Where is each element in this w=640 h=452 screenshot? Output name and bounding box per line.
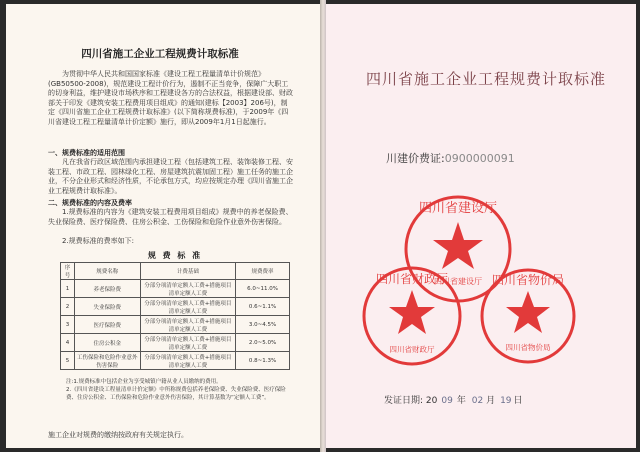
certificate-number: 0900000091 xyxy=(444,152,515,165)
row-no: 3 xyxy=(61,316,75,334)
header-no: 序号 xyxy=(61,263,75,280)
row-no: 2 xyxy=(61,298,75,316)
section2-paragraph-1: 1.规费标准的内容为《建筑安装工程费用项目组成》规费中的养老保险费、失业保险费、医疗保险费、住房公积金、工伤保险和危险作业意外伤害保险。 xyxy=(48,208,293,226)
row-rate: 0.8~1.3% xyxy=(236,352,290,370)
issue-month: 02 xyxy=(471,396,484,406)
row-basis: 分部分项清单定额人工费+措施项目清单定额人工费 xyxy=(140,316,235,334)
seal-finance-dept xyxy=(362,266,462,370)
row-rate: 0.6~1.1% xyxy=(236,298,290,316)
table-notes xyxy=(66,378,296,402)
table-row xyxy=(61,316,290,334)
row-name: 住房公积金 xyxy=(74,334,140,352)
row-basis: 分部分项清单定额人工费+措施项目清单定额人工费 xyxy=(140,280,235,298)
row-basis: 分部分项清单定额人工费+措施项目清单定额人工费 xyxy=(140,298,235,316)
row-no: 4 xyxy=(61,334,75,352)
seal-finance-inner-text: 四川省财政厅 xyxy=(389,345,435,354)
certificate-label: 川建价费证: xyxy=(386,152,445,165)
row-name: 医疗保险费 xyxy=(74,316,140,334)
issue-day: 19 xyxy=(500,396,512,406)
seal-construction-inner-text: 四川省建设厅 xyxy=(434,277,482,286)
row-rate: 2.0~5.0% xyxy=(236,334,290,352)
header-name: 规费名称 xyxy=(74,263,140,280)
row-no: 5 xyxy=(61,352,75,370)
issue-date-line xyxy=(384,393,523,406)
seal-price-bureau xyxy=(480,268,576,368)
intro-paragraph: 为贯彻中华人民共和国国家标准《建设工程工程量清单计价规范》(GB50500-2008)，规范建设工程计价行为，遏制不正当竞争，保障广大职工的切身利益，维护建设市场秩序和工程建设各方的合法权益，根据建设部、财政部关于印发《建筑安装工程费用项目组成》的通知(建标【2003】206号)，制定《四川省施工企业工程规费计取标准》(以下简称规费标准)，于2009年《四川省建设工程工程量清单计价定额》施行，即从2009年1月1日起施行。 xyxy=(48,70,293,126)
row-name: 养老保险费 xyxy=(74,280,140,298)
row-rate: 3.0~4.5% xyxy=(236,316,290,334)
table-row xyxy=(61,280,290,298)
issue-year: 09 xyxy=(441,396,453,406)
row-basis: 分部分项清单定额人工费+措施项目清单定额人工费 xyxy=(140,334,235,352)
issue-year-prefix: 20 xyxy=(425,396,438,406)
seal-price-ring-text: 四川省物价局 xyxy=(491,273,565,287)
row-rate: 6.0~11.0% xyxy=(236,280,290,298)
section1-paragraph: 凡在我省行政区域范围内承担建设工程（包括建筑工程、装饰装修工程、安装工程、市政工程、园林绿化工程、房屋建筑抗震加固工程）施工任务的施工企业，不分企业形式和经济性质，不论承包方式，均应按规定办理《四川省施工企业工程规费计取标准》。 xyxy=(48,158,293,195)
note-2: 2.《四川省建设工程量清单计价定额》中所称规费包括养老保险费、失业保险费、医疗保险费、住房公积金、工伤保险和危险作业意外伤害保险，其计算基数为“定额人工费”。 xyxy=(66,387,286,401)
header-basis: 计费基础 xyxy=(140,263,235,280)
row-no: 1 xyxy=(61,280,75,298)
left-page-title: 四川省施工企业工程规费计取标准 xyxy=(81,48,239,60)
issue-day-unit: 日 xyxy=(513,396,523,406)
closing-line: 施工企业对规费的缴纳按政府有关规定执行。 xyxy=(48,431,188,439)
section2-heading: 二、规费标准的内容及费率 xyxy=(48,199,132,207)
fee-table-title: 规 费 标 准 xyxy=(147,251,203,260)
row-basis: 分部分项清单定额人工费+措施项目清单定额人工费 xyxy=(140,352,235,370)
table-row xyxy=(61,352,290,370)
issue-month-unit: 月 xyxy=(486,396,496,406)
section2-paragraph-2: 2.规费标准的费率如下: xyxy=(62,237,135,245)
header-rate: 规费费率 xyxy=(236,263,290,280)
fee-table-header-row xyxy=(61,263,290,280)
row-name: 失业保险费 xyxy=(74,298,140,316)
row-name: 工伤保险和危险作业意外伤害保险 xyxy=(74,352,140,370)
section1-heading: 一、规费标准的适用范围 xyxy=(48,149,125,157)
seal-finance-ring-text: 四川省财政厅 xyxy=(375,272,449,286)
issue-year-unit: 年 xyxy=(456,396,466,406)
table-row xyxy=(61,298,290,316)
seal-price-inner-text: 四川省物价局 xyxy=(505,343,551,352)
note-1: 注:1.规费标准中包括企业为享受城镇户籍从业人员缴纳的费用。 xyxy=(66,379,222,385)
certificate-number-line xyxy=(386,150,515,166)
fee-table xyxy=(60,262,290,370)
issue-date-label: 发证日期: xyxy=(384,396,424,406)
table-row xyxy=(61,334,290,352)
right-page-title: 四川省施工企业工程规费计取标准 xyxy=(365,70,606,88)
seal-construction-ring-text: 四川省建设厅 xyxy=(418,201,498,216)
